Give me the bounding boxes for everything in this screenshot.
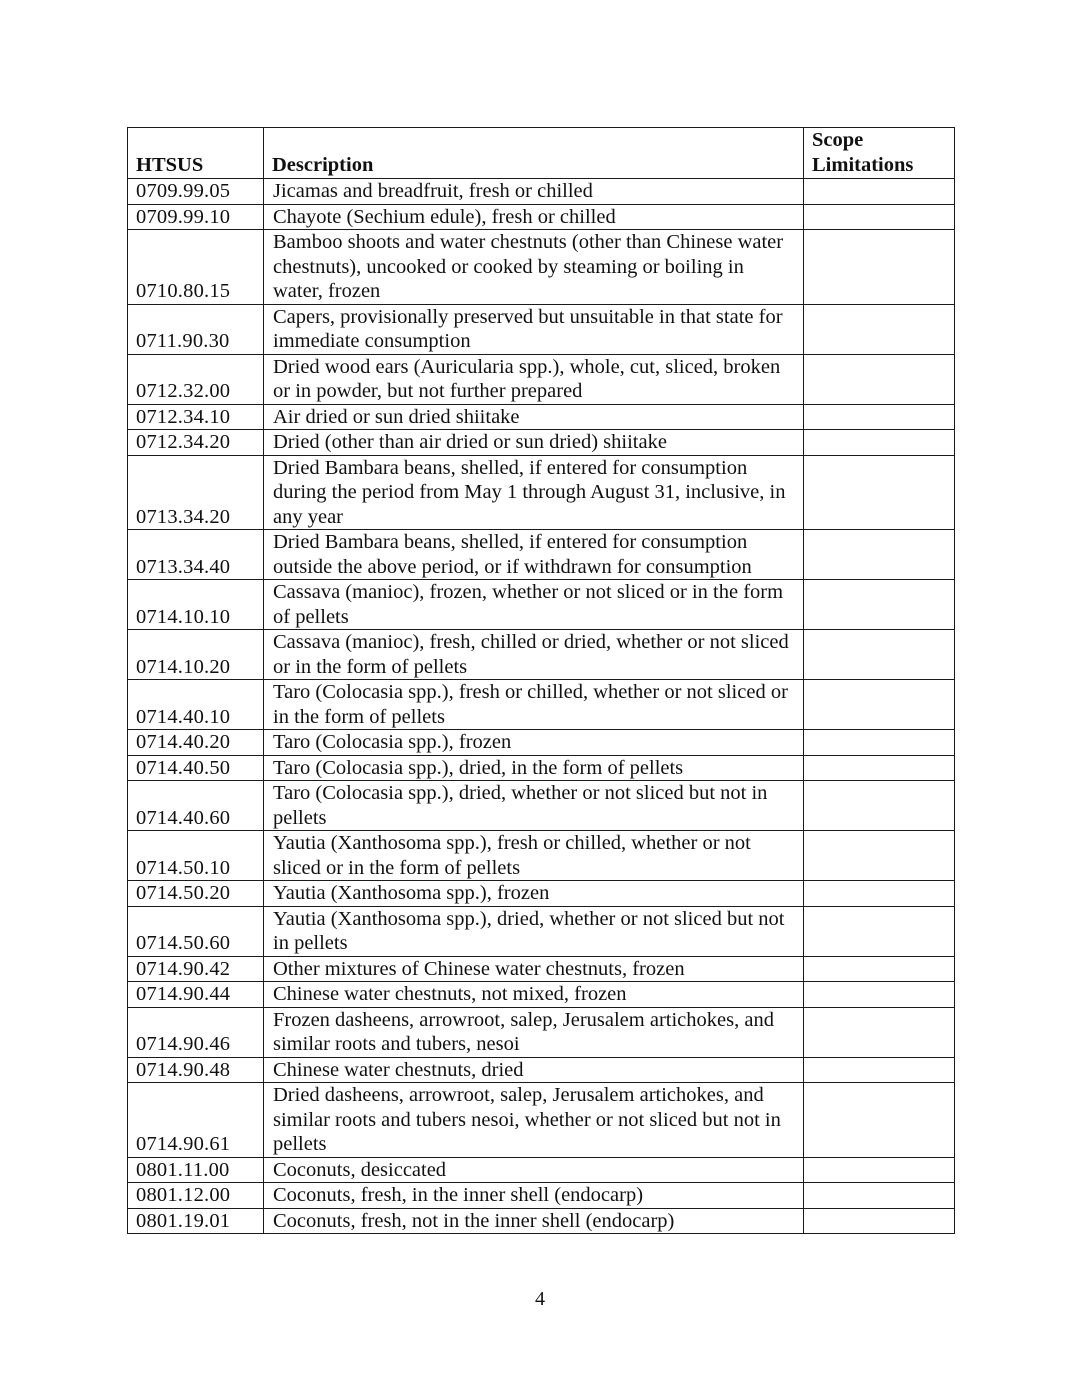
htsus-code: 0710.80.15 (128, 230, 264, 305)
table-row (128, 906, 955, 956)
table-row (128, 831, 955, 881)
table-row (128, 304, 955, 354)
description-cell: Bamboo shoots and water chestnuts (other than Chinese water chestnuts), uncooked or cooked by steaming or boiling in water, frozen (264, 230, 804, 305)
scope-limitations-cell (804, 881, 955, 907)
htsus-code: 0714.40.60 (128, 781, 264, 831)
scope-limitations-cell (804, 230, 955, 305)
description-cell: Capers, provisionally preserved but unsuitable in that state for immediate consumption (264, 304, 804, 354)
htsus-code: 0801.19.01 (128, 1208, 264, 1234)
scope-limitations-cell (804, 956, 955, 982)
description-cell: Taro (Colocasia spp.), dried, whether or not sliced but not in pellets (264, 781, 804, 831)
scope-limitations-cell (804, 1007, 955, 1057)
table-row (128, 1183, 955, 1209)
table-body (128, 179, 955, 1234)
htsus-code: 0712.34.10 (128, 404, 264, 430)
htsus-code: 0801.12.00 (128, 1183, 264, 1209)
htsus-code: 0714.10.20 (128, 630, 264, 680)
table-row (128, 179, 955, 205)
htsus-code: 0712.32.00 (128, 354, 264, 404)
description-cell: Cassava (manioc), fresh, chilled or dried, whether or not sliced or in the form of pellets (264, 630, 804, 680)
table-row (128, 1208, 955, 1234)
description-cell: Taro (Colocasia spp.), frozen (264, 730, 804, 756)
scope-limitations-cell (804, 530, 955, 580)
description-cell: Coconuts, fresh, not in the inner shell (endocarp) (264, 1208, 804, 1234)
scope-limitations-cell (804, 1083, 955, 1158)
description-cell: Dried wood ears (Auricularia spp.), whole, cut, sliced, broken or in powder, but not further prepared (264, 354, 804, 404)
description-cell: Other mixtures of Chinese water chestnuts, frozen (264, 956, 804, 982)
htsus-code: 0801.11.00 (128, 1157, 264, 1183)
scope-limitations-cell (804, 404, 955, 430)
description-cell: Air dried or sun dried shiitake (264, 404, 804, 430)
scope-limitations-cell (804, 781, 955, 831)
header-description: Description (264, 128, 804, 179)
table-row (128, 680, 955, 730)
table-row (128, 755, 955, 781)
tariff-table (127, 127, 955, 1234)
htsus-code: 0714.90.61 (128, 1083, 264, 1158)
scope-limitations-cell (804, 680, 955, 730)
header-scope-limitations: Scope Limitations (804, 128, 955, 179)
htsus-code: 0714.10.10 (128, 580, 264, 630)
htsus-code: 0712.34.20 (128, 430, 264, 456)
htsus-code: 0709.99.10 (128, 204, 264, 230)
description-cell: Dried Bambara beans, shelled, if entered for consumption outside the above period, or if withdrawn for consumption (264, 530, 804, 580)
header-row (128, 128, 955, 179)
table-row (128, 1157, 955, 1183)
table-row (128, 580, 955, 630)
description-cell: Yautia (Xanthosoma spp.), fresh or chilled, whether or not sliced or in the form of pellets (264, 831, 804, 881)
scope-limitations-cell (804, 982, 955, 1008)
scope-limitations-cell (804, 730, 955, 756)
description-cell: Chinese water chestnuts, not mixed, frozen (264, 982, 804, 1008)
description-cell: Coconuts, desiccated (264, 1157, 804, 1183)
table-row (128, 455, 955, 530)
htsus-code: 0714.90.42 (128, 956, 264, 982)
table-row (128, 1007, 955, 1057)
description-cell: Taro (Colocasia spp.), fresh or chilled, whether or not sliced or in the form of pellets (264, 680, 804, 730)
scope-limitations-cell (804, 179, 955, 205)
scope-limitations-cell (804, 906, 955, 956)
scope-limitations-cell (804, 831, 955, 881)
htsus-code: 0714.50.10 (128, 831, 264, 881)
description-cell: Dried Bambara beans, shelled, if entered for consumption during the period from May 1 through August 31, inclusive, in any year (264, 455, 804, 530)
description-cell: Taro (Colocasia spp.), dried, in the form of pellets (264, 755, 804, 781)
htsus-code: 0714.40.50 (128, 755, 264, 781)
htsus-code: 0714.50.60 (128, 906, 264, 956)
htsus-code: 0714.90.48 (128, 1057, 264, 1083)
table-row (128, 354, 955, 404)
description-cell: Chayote (Sechium edule), fresh or chilled (264, 204, 804, 230)
scope-limitations-cell (804, 1208, 955, 1234)
scope-limitations-cell (804, 304, 955, 354)
htsus-code: 0714.40.20 (128, 730, 264, 756)
scope-limitations-cell (804, 580, 955, 630)
table-row (128, 430, 955, 456)
description-cell: Frozen dasheens, arrowroot, salep, Jerusalem artichokes, and similar roots and tubers, nesoi (264, 1007, 804, 1057)
table-row (128, 1057, 955, 1083)
description-cell: Coconuts, fresh, in the inner shell (endocarp) (264, 1183, 804, 1209)
header-htsus: HTSUS (128, 128, 264, 179)
description-cell: Dried (other than air dried or sun dried) shiitake (264, 430, 804, 456)
description-cell: Yautia (Xanthosoma spp.), frozen (264, 881, 804, 907)
page-number: 4 (535, 1288, 545, 1310)
scope-limitations-cell (804, 430, 955, 456)
description-cell: Jicamas and breadfruit, fresh or chilled (264, 179, 804, 205)
table-row (128, 1083, 955, 1158)
scope-limitations-cell (804, 455, 955, 530)
scope-limitations-cell (804, 1057, 955, 1083)
scope-limitations-cell (804, 204, 955, 230)
description-cell: Yautia (Xanthosoma spp.), dried, whether or not sliced but not in pellets (264, 906, 804, 956)
scope-limitations-cell (804, 1183, 955, 1209)
scope-limitations-cell (804, 630, 955, 680)
htsus-code: 0714.40.10 (128, 680, 264, 730)
description-cell: Dried dasheens, arrowroot, salep, Jerusalem artichokes, and similar roots and tubers nesoi, whether or not sliced but not in pellets (264, 1083, 804, 1158)
description-cell: Chinese water chestnuts, dried (264, 1057, 804, 1083)
table-row (128, 781, 955, 831)
htsus-code: 0714.50.20 (128, 881, 264, 907)
htsus-code: 0711.90.30 (128, 304, 264, 354)
description-cell: Cassava (manioc), frozen, whether or not sliced or in the form of pellets (264, 580, 804, 630)
table-row (128, 630, 955, 680)
htsus-code: 0709.99.05 (128, 179, 264, 205)
scope-limitations-cell (804, 354, 955, 404)
htsus-code: 0714.90.46 (128, 1007, 264, 1057)
htsus-code: 0713.34.20 (128, 455, 264, 530)
table-row (128, 982, 955, 1008)
table-row (128, 204, 955, 230)
htsus-code: 0714.90.44 (128, 982, 264, 1008)
scope-limitations-cell (804, 755, 955, 781)
table-row (128, 404, 955, 430)
table-row (128, 230, 955, 305)
table-row (128, 881, 955, 907)
table-row (128, 730, 955, 756)
scope-limitations-cell (804, 1157, 955, 1183)
table-row (128, 956, 955, 982)
table-row (128, 530, 955, 580)
htsus-code: 0713.34.40 (128, 530, 264, 580)
